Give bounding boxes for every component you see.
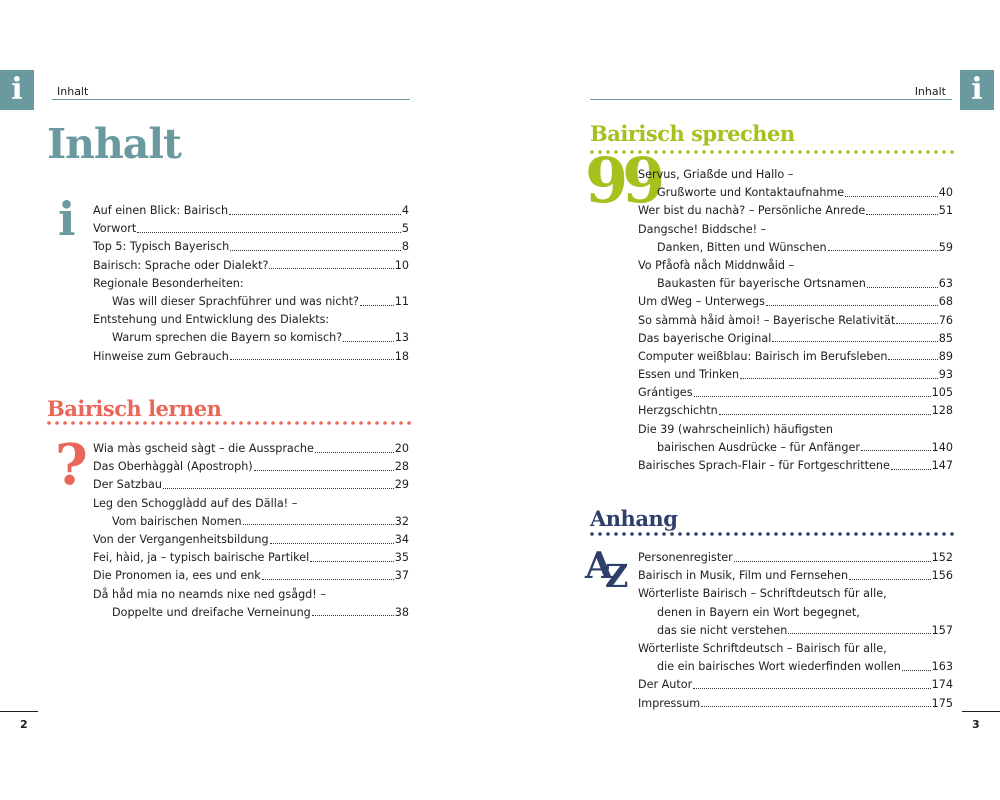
- toc-entry-page: 163: [931, 660, 953, 674]
- toc-entry-page: 156: [931, 569, 953, 583]
- toc-entry: [93, 458, 409, 476]
- dot-leader: [310, 560, 393, 562]
- toc-entry-title: bairischen Ausdrücke – für Anfänger: [657, 440, 860, 454]
- toc-entry: [638, 293, 953, 311]
- toc-entry: [638, 676, 953, 694]
- toc-entry-page: 51: [938, 204, 953, 218]
- dot-leader: [772, 340, 937, 342]
- toc-entry-title: Entstehung und Entwicklung des Dialekts:: [93, 313, 330, 327]
- toc-entry-title: Doppelte und dreifache Verneinung: [112, 605, 311, 619]
- dot-leader: [315, 451, 394, 453]
- a-z-icon: [585, 545, 635, 595]
- section-heading-anhang: Anhang: [590, 506, 678, 531]
- toc-entry-title: Die Pronomen ia, ees und enk: [93, 569, 261, 583]
- toc-entry-page: 34: [394, 532, 409, 546]
- toc-entry-title: Die 39 (wahrscheinlich) häufigsten: [638, 422, 833, 436]
- toc-entry-page: 5: [401, 222, 409, 236]
- dot-leader: [766, 304, 938, 306]
- dot-leader: [269, 267, 393, 269]
- toc-entry-title: Personenregister: [638, 551, 733, 564]
- toc-entry-title: Bairisch in Musik, Film und Fernsehen: [638, 569, 849, 583]
- dotted-rule-lernen: [47, 421, 412, 425]
- toc-entry-title: Herzgschichtn: [638, 404, 718, 418]
- toc-entry: [93, 567, 409, 585]
- toc-entry-title: Was will dieser Sprachführer und was nicht?: [112, 294, 359, 308]
- toc-entry-page: 18: [394, 349, 409, 363]
- info-icon: i: [58, 192, 76, 246]
- toc-entry-page: 140: [931, 440, 953, 454]
- toc-entry-title: So sàmmà håid àmoi! – Bayerische Relativität: [638, 313, 896, 327]
- toc-entry-page: 152: [931, 551, 953, 564]
- dot-leader: [740, 377, 938, 379]
- dot-leader: [896, 322, 938, 324]
- toc-entry: [93, 202, 409, 220]
- dot-leader: [229, 213, 401, 215]
- toc-entry-title: Hinweise zum Gebrauch: [93, 349, 229, 363]
- toc-entry-title: Dangsche! Biddsche! –: [638, 222, 767, 236]
- toc-entry: [638, 695, 953, 713]
- page-number-right: 3: [972, 718, 980, 731]
- toc-entry: [638, 184, 953, 202]
- toc-entry-page: 63: [938, 277, 953, 291]
- toc-entry-page: 11: [394, 294, 409, 308]
- toc-entry: [638, 366, 953, 384]
- dot-leader: [243, 523, 394, 525]
- dot-leader: [891, 468, 931, 470]
- toc-entry-page: 40: [938, 186, 953, 200]
- dot-leader: [230, 249, 401, 251]
- dot-leader: [693, 687, 930, 689]
- toc-entry: [638, 421, 953, 439]
- header-rule-right: [590, 99, 952, 100]
- toc-entry: [638, 658, 953, 676]
- toc-entry-title: Då håd mia no neamds nixe ned gsågd! –: [93, 587, 326, 601]
- dot-leader: [270, 542, 394, 544]
- toc-entry-page: 174: [931, 678, 953, 692]
- toc-intro-list: [93, 202, 409, 366]
- dot-leader: [262, 578, 394, 580]
- toc-entry-title: Grußworte und Kontaktaufnahme: [657, 186, 845, 200]
- dot-leader: [902, 669, 931, 671]
- dot-leader: [312, 614, 394, 616]
- toc-entry: [638, 221, 953, 239]
- toc-entry: [638, 622, 953, 640]
- toc-entry: [638, 439, 953, 457]
- toc-entry-title: Der Satzbau: [93, 478, 162, 492]
- toc-entry-title: Leg den Schogglàdd auf des Dälla! –: [93, 496, 298, 510]
- toc-entry-page: 93: [938, 368, 953, 382]
- toc-entry-title: denen in Bayern ein Wort begegnet,: [657, 605, 860, 619]
- dot-leader: [137, 231, 401, 233]
- dotted-rule-anhang: [590, 532, 954, 536]
- toc-entry-page: 13: [394, 331, 409, 345]
- dot-leader: [734, 560, 931, 562]
- toc-entry: [638, 275, 953, 293]
- toc-entry: [638, 604, 953, 622]
- toc-entry: [93, 440, 409, 458]
- toc-entry: [638, 166, 953, 184]
- section-heading-bairisch-lernen: Bairisch lernen: [47, 396, 222, 421]
- toc-entry-page: 20: [394, 442, 409, 455]
- toc-entry: [638, 585, 953, 603]
- toc-entry: [638, 549, 953, 567]
- toc-entry-page: 37: [394, 569, 409, 583]
- toc-entry: [93, 531, 409, 549]
- toc-entry-title: Wia màs gscheid sàgt – die Aussprache: [93, 442, 314, 455]
- toc-entry: [638, 402, 953, 420]
- dot-leader: [254, 469, 394, 471]
- running-head-left: Inhalt: [57, 85, 89, 98]
- question-mark-icon: ?: [55, 432, 88, 498]
- toc-entry-page: 128: [931, 404, 953, 418]
- toc-entry-title: Grántiges: [638, 386, 693, 400]
- info-tab-icon-left: i: [0, 70, 34, 110]
- toc-entry-title: die ein bairisches Wort wiederfinden wollen: [657, 660, 901, 674]
- toc-entry: [93, 329, 409, 347]
- section-heading-bairisch-sprechen: Bairisch sprechen: [590, 121, 795, 146]
- toc-entry-title: Von der Vergangenheitsbildung: [93, 532, 269, 546]
- dot-leader: [788, 632, 930, 634]
- info-tab-icon-right: i: [960, 70, 994, 110]
- toc-entry: [638, 257, 953, 275]
- toc-entry-title: Auf einen Blick: Bairisch: [93, 204, 229, 217]
- toc-entry-title: Der Autor: [638, 678, 693, 692]
- toc-entry-page: 68: [938, 295, 953, 309]
- toc-entry-page: 89: [938, 349, 953, 363]
- toc-entry: [638, 457, 953, 475]
- toc-entry: [93, 604, 409, 622]
- toc-entry-title: Impressum: [638, 696, 701, 710]
- toc-entry-page: 147: [931, 459, 953, 472]
- toc-entry-page: 29: [394, 478, 409, 492]
- quote-marks-icon: 99: [585, 144, 660, 217]
- dot-leader: [163, 487, 394, 489]
- toc-entry: [93, 293, 409, 311]
- toc-entry: [93, 238, 409, 256]
- page-number-left: 2: [20, 718, 28, 731]
- dot-leader: [828, 249, 938, 251]
- toc-entry-title: Baukasten für bayerische Ortsnamen: [657, 277, 866, 291]
- toc-entry-page: 175: [931, 696, 953, 710]
- toc-entry-page: 76: [938, 313, 953, 327]
- toc-entry: [93, 586, 409, 604]
- toc-entry-title: Fei, hàid, ja – typisch bairische Partikel: [93, 551, 310, 565]
- toc-entry-title: Das bayerische Original: [638, 331, 772, 345]
- dot-leader: [701, 705, 930, 707]
- toc-entry: [638, 202, 953, 220]
- dot-leader: [888, 358, 937, 360]
- footer-rule-right: [962, 711, 1000, 712]
- dot-leader: [861, 449, 931, 451]
- toc-entry: [93, 220, 409, 238]
- toc-entry: [93, 257, 409, 275]
- toc-entry-title: Wörterliste Bairisch – Schriftdeutsch für alle,: [638, 587, 887, 601]
- dot-leader: [360, 304, 394, 306]
- dot-leader: [866, 213, 937, 215]
- toc-entry: [638, 640, 953, 658]
- toc-entry: [638, 239, 953, 257]
- toc-entry: [93, 476, 409, 494]
- toc-entry-title: Um dWeg – Unterwegs: [638, 295, 765, 309]
- toc-entry-title: Computer weißblau: Bairisch im Berufsleben: [638, 349, 888, 363]
- toc-entry-page: 10: [394, 258, 409, 272]
- toc-entry: [638, 330, 953, 348]
- toc-entry-title: Wörterliste Schriftdeutsch – Bairisch für alle,: [638, 641, 887, 655]
- toc-entry-title: Wer bist du nachà? – Persönliche Anrede: [638, 204, 866, 218]
- toc-entry-page: 4: [401, 204, 409, 217]
- toc-entry: [93, 348, 409, 366]
- toc-entry-title: Vorwort: [93, 222, 137, 236]
- page-title: Inhalt: [47, 120, 181, 168]
- toc-entry: [93, 513, 409, 531]
- a-z-icon-z: Z: [605, 557, 629, 595]
- toc-entry-title: Top 5: Typisch Bayerisch: [93, 240, 230, 254]
- toc-anhang-list: [638, 549, 953, 713]
- dot-leader: [343, 340, 394, 342]
- toc-entry-page: 85: [938, 331, 953, 345]
- toc-entry-page: 157: [931, 623, 953, 637]
- toc-entry: [638, 348, 953, 366]
- toc-entry-page: 38: [394, 605, 409, 619]
- toc-sprechen-list: [638, 166, 953, 475]
- toc-entry-title: Bairisch: Sprache oder Dialekt?: [93, 258, 269, 272]
- header-rule-left: [52, 99, 410, 100]
- toc-entry-page: 59: [938, 240, 953, 254]
- toc-entry: [93, 495, 409, 513]
- toc-entry-title: Servus, Griaßde und Hallo –: [638, 168, 794, 181]
- toc-lernen-list: [93, 440, 409, 622]
- dot-leader: [867, 286, 938, 288]
- toc-entry-title: Regionale Besonderheiten:: [93, 276, 244, 290]
- toc-entry-title: Bairisches Sprach-Flair – für Fortgeschrittene: [638, 459, 890, 472]
- toc-entry-title: Danken, Bitten und Wünschen: [657, 240, 827, 254]
- dot-leader: [849, 578, 931, 580]
- toc-entry-title: Warum sprechen die Bayern so komisch?: [112, 331, 343, 345]
- toc-entry: [93, 311, 409, 329]
- toc-entry-page: 28: [394, 460, 409, 474]
- dot-leader: [719, 413, 931, 415]
- footer-rule-left: [0, 711, 38, 712]
- toc-entry-title: Essen und Trinken: [638, 368, 740, 382]
- toc-entry-title: das sie nicht verstehen: [657, 623, 788, 637]
- dot-leader: [230, 358, 394, 360]
- toc-entry: [93, 549, 409, 567]
- a-z-icon-a: A: [585, 545, 613, 587]
- toc-entry-page: 8: [401, 240, 409, 254]
- toc-entry: [638, 567, 953, 585]
- toc-entry-title: Vo Pfåofà nåch Middnwåid –: [638, 258, 795, 272]
- toc-entry-page: 105: [931, 386, 953, 400]
- toc-entry-page: 35: [394, 551, 409, 565]
- toc-entry: [93, 275, 409, 293]
- running-head-right: Inhalt: [914, 85, 946, 98]
- toc-entry-title: Das Oberhàggàl (Apostroph): [93, 460, 253, 474]
- toc-entry: [638, 384, 953, 402]
- toc-entry-title: Vom bairischen Nomen: [112, 514, 242, 528]
- dot-leader: [694, 395, 931, 397]
- toc-entry-page: 32: [394, 514, 409, 528]
- dot-leader: [845, 195, 938, 197]
- toc-entry: [638, 312, 953, 330]
